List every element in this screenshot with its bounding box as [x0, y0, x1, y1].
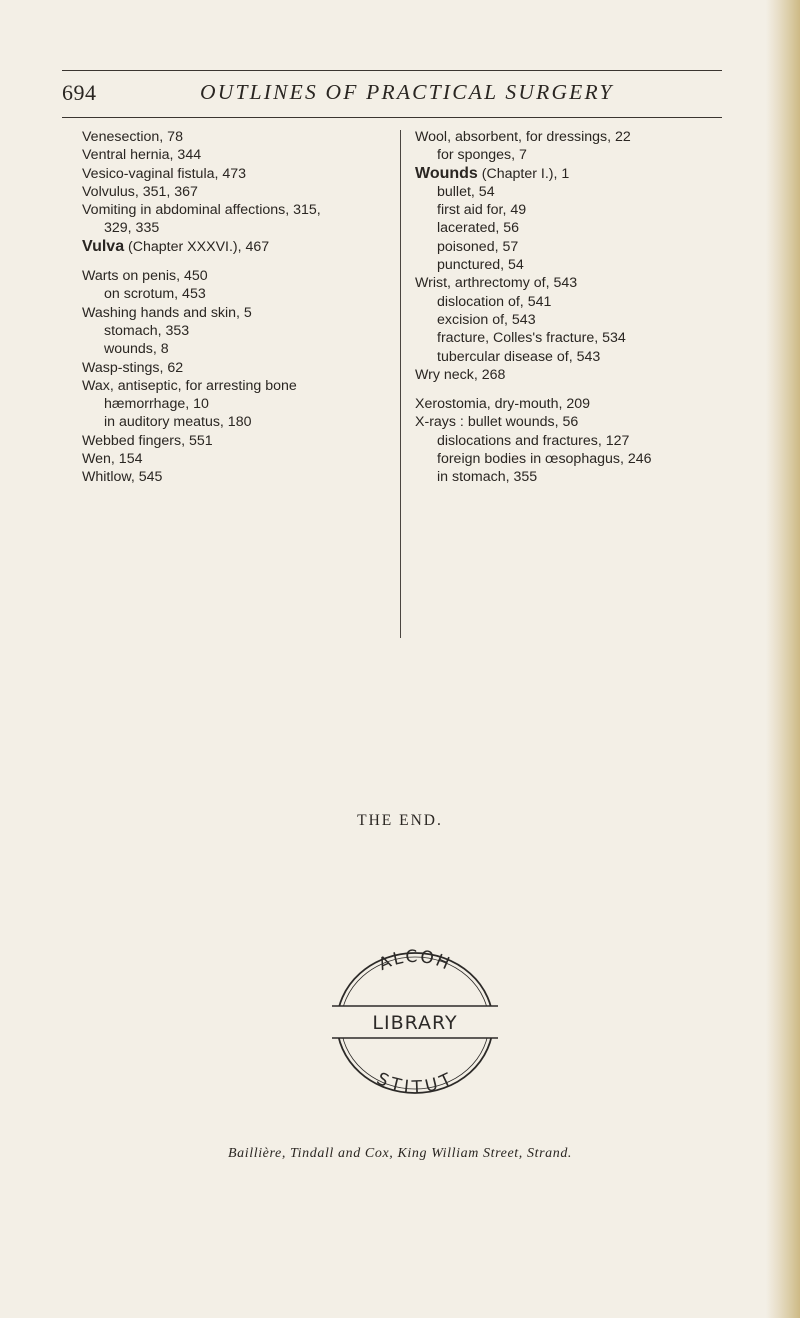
index-entry — [415, 128, 715, 146]
entry-text: in stomach, 355 — [437, 469, 538, 486]
index-entry — [415, 413, 715, 431]
running-head — [62, 80, 722, 110]
index-entry — [82, 468, 400, 486]
entry-text: poisoned, 57 — [437, 238, 519, 255]
index-subentry — [82, 340, 400, 358]
entry-text: fracture, Colles's fracture, 534 — [437, 330, 626, 347]
entry-text: hæmorrhage, 10 — [104, 396, 209, 413]
index-subentry — [415, 293, 715, 311]
index-subentry — [415, 432, 715, 450]
library-stamp — [320, 946, 510, 1096]
entry-text: Webbed fingers, 551 — [82, 432, 213, 449]
index-entry — [82, 238, 400, 256]
index-subentry — [415, 468, 715, 486]
index-subentry — [415, 329, 715, 347]
entry-text: for sponges, 7 — [437, 147, 527, 164]
index-entry — [82, 304, 400, 322]
index-entry — [82, 267, 400, 285]
header-rule-bottom — [62, 117, 722, 118]
header-rule-top — [62, 70, 722, 71]
entry-text: Wrist, arthrectomy of, 543 — [415, 275, 578, 292]
entry-text: bullet, 54 — [437, 183, 495, 200]
index-subentry — [82, 413, 400, 431]
index-entry — [82, 165, 400, 183]
entry-text: Xerostomia, dry-mouth, 209 — [415, 396, 591, 413]
index-column-left — [82, 128, 400, 487]
entry-text: first aid for, 49 — [437, 202, 527, 219]
entry-text: Washing hands and skin, 5 — [82, 304, 252, 321]
index-subentry — [415, 183, 715, 201]
entry-text: Wry neck, 268 — [415, 366, 506, 383]
entry-text: 329, 335 — [104, 220, 160, 237]
index-subentry — [82, 285, 400, 303]
index-subentry — [415, 450, 715, 468]
index-entry — [82, 432, 400, 450]
book-title: OUTLINES OF PRACTICAL SURGERY — [200, 80, 614, 104]
entry-text: in auditory meatus, 180 — [104, 414, 252, 431]
index-entry — [82, 183, 400, 201]
publisher-imprint: Baillière, Tindall and Cox, King William Street, Strand. — [227, 1146, 573, 1161]
index-subentry — [82, 322, 400, 340]
the-end: THE END. — [357, 812, 443, 829]
entry-text: foreign bodies in œsophagus, 246 — [437, 451, 652, 468]
entry-text: lacerated, 56 — [437, 220, 520, 237]
entry-text: Wen, 154 — [82, 451, 143, 468]
entry-text: punctured, 54 — [437, 257, 524, 274]
entry-text: Whitlow, 545 — [82, 469, 163, 486]
index-entry — [415, 274, 715, 292]
entry-text: wounds, 8 — [104, 341, 169, 358]
entry-text: Volvulus, 351, 367 — [82, 183, 198, 200]
index-entry — [415, 366, 715, 384]
entry-text: Vomiting in abdominal affections, 315, — [82, 202, 321, 219]
entry-text: dislocations and fractures, 127 — [437, 432, 630, 449]
entry-text: stomach, 353 — [104, 322, 190, 339]
index-subentry — [415, 348, 715, 366]
index-entry — [82, 146, 400, 164]
index-entry — [82, 128, 400, 146]
index-subentry — [415, 256, 715, 274]
index-column-right — [415, 128, 715, 487]
index-entry — [415, 165, 715, 183]
page-edge-shadow — [766, 0, 800, 1318]
entry-text: excision of, 543 — [437, 311, 536, 328]
index-subentry — [415, 219, 715, 237]
entry-text: Wool, absorbent, for dressings, 22 — [415, 129, 631, 145]
column-divider — [400, 130, 401, 638]
entry-text: dislocation of, 541 — [437, 293, 552, 310]
entry-text: Warts on penis, 450 — [82, 268, 208, 285]
entry-gap — [82, 256, 400, 267]
index-entry — [82, 359, 400, 377]
page-number: 694 — [62, 80, 97, 105]
entry-text: Ventral hernia, 344 — [82, 147, 202, 164]
entry-text: on scrotum, 453 — [104, 286, 206, 303]
index-entry — [82, 377, 400, 395]
entry-text: Wasp-stings, 62 — [82, 359, 184, 376]
entry-text: Wax, antiseptic, for arresting bone — [82, 377, 297, 394]
entry-text: X-rays : bullet wounds, 56 — [415, 414, 579, 431]
entry-text: (Chapter XXXVI.), 467 — [124, 238, 270, 255]
index-entry — [82, 201, 400, 219]
entry-text: Vesico-vaginal fistula, 473 — [82, 165, 247, 182]
entry-text: Venesection, 78 — [82, 129, 183, 145]
entry-gap — [415, 384, 715, 395]
index-headword: Wounds — [415, 164, 478, 182]
index-subentry — [415, 238, 715, 256]
index-entry — [82, 450, 400, 468]
index-subentry — [415, 311, 715, 329]
stamp-bottom-text: STITUT — [373, 1068, 457, 1096]
index-subentry — [82, 395, 400, 413]
index-entry — [415, 395, 715, 413]
stamp-middle-text: LIBRARY — [372, 1012, 458, 1034]
entry-text: (Chapter I.), 1 — [477, 165, 570, 182]
index-subentry — [415, 146, 715, 164]
stamp-top-text: ALCOH — [375, 946, 455, 975]
index-subentry — [82, 219, 400, 237]
index-headword: Vulva — [82, 237, 125, 255]
entry-text: tubercular disease of, 543 — [437, 348, 601, 365]
index-subentry — [415, 201, 715, 219]
